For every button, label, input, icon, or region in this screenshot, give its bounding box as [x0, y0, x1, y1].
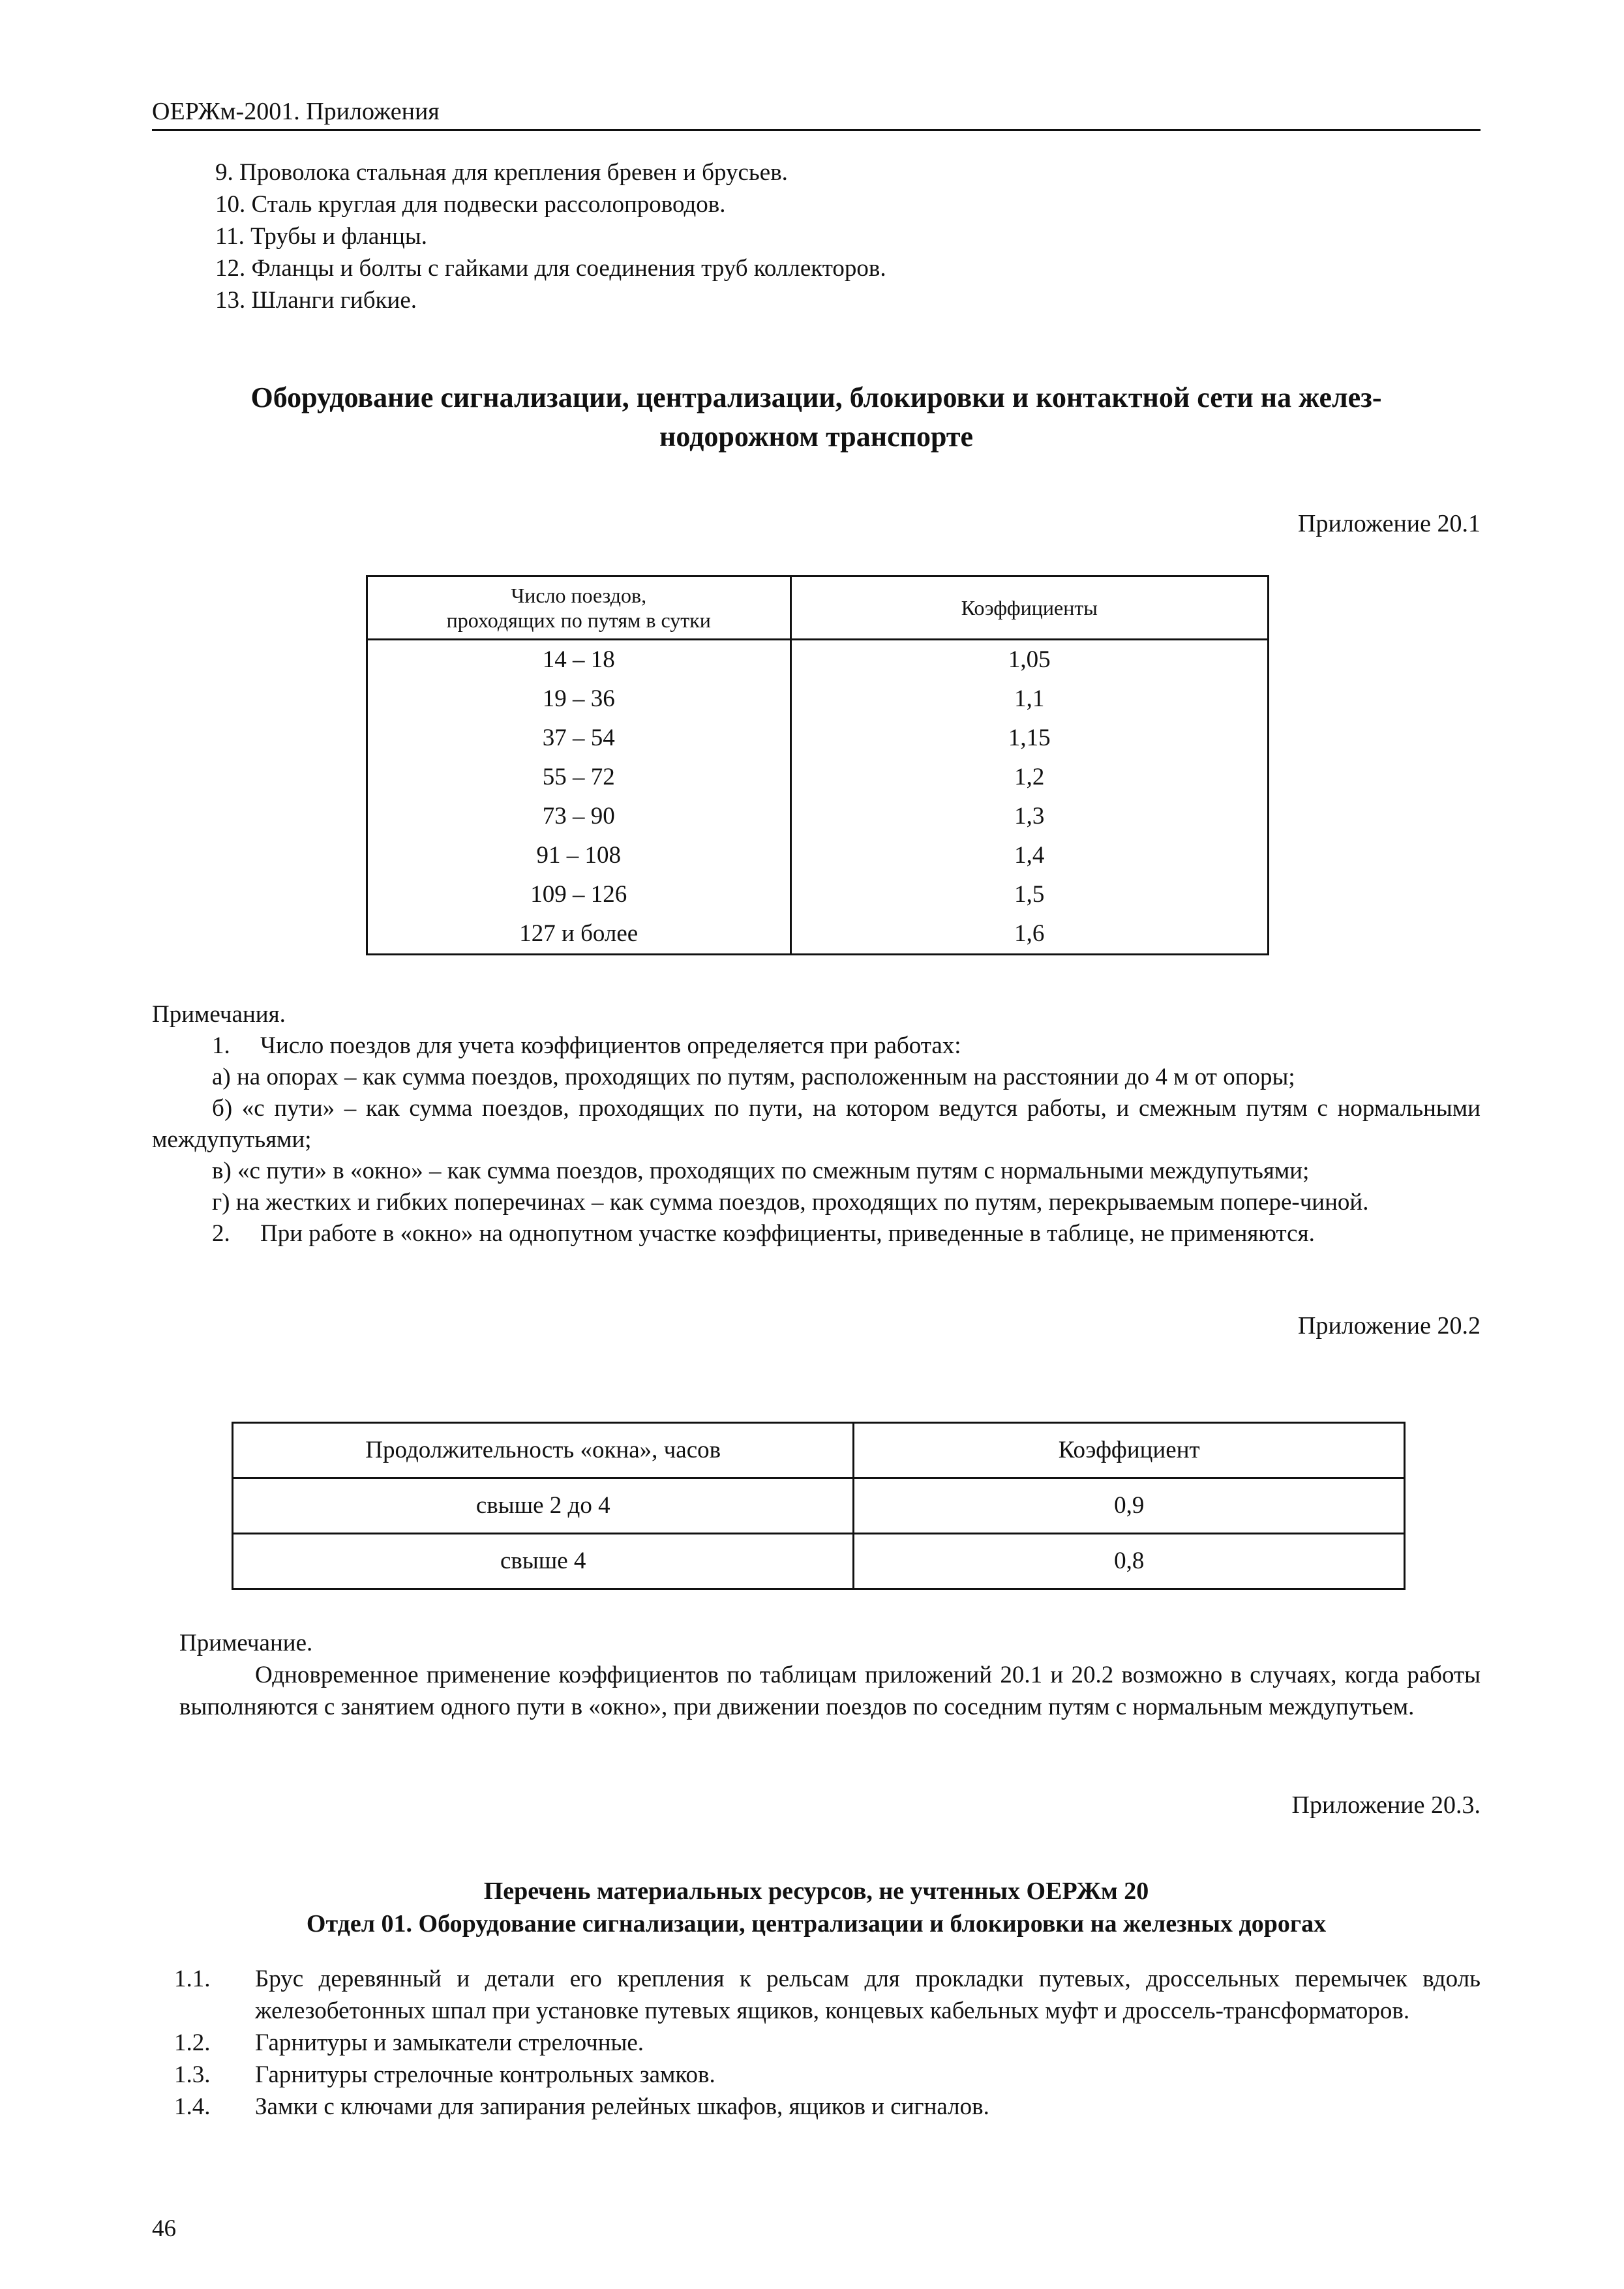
table-row: 127 и более 1,6 — [367, 914, 1269, 955]
header-coefficient: Коэффициент — [854, 1423, 1405, 1478]
table-header-row — [233, 1423, 1405, 1478]
section-title — [152, 378, 1481, 456]
materials-list-continued — [215, 157, 886, 316]
list-item: 1.4. Замки с ключами для запирания релейных шкафов, ящиков и сигналов. — [174, 2093, 989, 2120]
list-item: 12. Фланцы и болты с гайками для соединения труб коллекторов. — [215, 255, 886, 282]
coefficients-table — [366, 575, 1269, 955]
table-row: 19 – 36 1,1 — [367, 680, 1269, 719]
note-text: Одновременное применение коэффициентов по таблицам приложений 20.1 и 20.2 возможно в случаях, когда работы выполняются с занятием одного пути в «окно», при движении поездов по соседним путям с нормальным междупутьем. — [179, 1662, 1481, 1720]
note-1g: г) на жестких и гибких поперечинах – как сумма поездов, проходящих по путям, перекрываемым попере-чиной. — [212, 1189, 1369, 1216]
note-1v: в) «с пути» в «окно» – как сумма поездов, проходящих по смежным путям с нормальными междупутьями; — [212, 1158, 1310, 1184]
resources-list — [152, 1963, 1481, 2123]
section-title-line-2: нодорожном транспорте — [659, 421, 973, 453]
table-row: 55 – 72 1,2 — [367, 758, 1269, 797]
table-row: 73 – 90 1,3 — [367, 797, 1269, 836]
table-row: 14 – 18 1,05 — [367, 640, 1269, 680]
list-item: 11. Трубы и фланцы. — [215, 223, 427, 250]
section-title-line-1: Оборудование сигнализации, централизации, блокировки и контактной сети на желез- — [250, 382, 1382, 413]
notes-20-2 — [179, 1627, 1481, 1723]
list-item: 13. Шланги гибкие. — [215, 287, 417, 314]
appendix-20-1-label: Приложение 20.1 — [1298, 510, 1481, 537]
note-1a: а) на опорах – как сумма поездов, проходящих по путям, расположенным на расстоянии до 4 м от опоры; — [212, 1064, 1295, 1090]
list-item: 9. Проволока стальная для крепления бревен и брусьев. — [215, 159, 788, 186]
table-row: 109 – 126 1,5 — [367, 875, 1269, 914]
list-item: 10. Сталь круглая для подвески рассолопроводов. — [215, 191, 726, 218]
resources-list-title: Перечень материальных ресурсов, не учтенных ОЕРЖм 20 Отдел 01. Оборудование сигнализации, централизации и блокировки на железных дорогах — [306, 1878, 1327, 1937]
header-window-duration: Продолжительность «окна», часов — [233, 1423, 854, 1478]
list-item: 1.2. Гарнитуры и замыкатели стрелочные. — [174, 2029, 644, 2056]
list-item: 1.3. Гарнитуры стрелочные контрольных замков. — [174, 2061, 715, 2088]
header-trains-per-day: Число поездов, проходящих по путям в сутки — [367, 576, 791, 640]
page-number: 46 — [152, 2215, 176, 2242]
appendix-20-3-label: Приложение 20.3. — [1291, 1791, 1481, 1819]
header-coefficients: Коэффициенты — [790, 576, 1268, 640]
running-header: ОЕРЖм-2001. Приложения — [152, 97, 1481, 131]
list-item: 1.1. Брус деревянный и детали его крепления к рельсам для прокладки путевых, дроссельных перемычек вдоль железобетонных шпал при установке путевых ящиков, концевых кабельных муфт и дроссель-трансформаторов. — [174, 1966, 1481, 2024]
table-row: 91 – 108 1,4 — [367, 836, 1269, 875]
note-2: 2. При работе в «окно» на однопутном участке коэффициенты, приведенные в таблице, не применяются. — [212, 1220, 1315, 1247]
notes-title: Примечания. — [152, 1001, 286, 1028]
note-title: Примечание. — [179, 1630, 313, 1656]
table-row: 37 – 54 1,15 — [367, 719, 1269, 758]
note-1: 1. Число поездов для учета коэффициентов определяется при работах: — [212, 1032, 961, 1059]
appendix-20-2-label: Приложение 20.2 — [1298, 1312, 1481, 1339]
table-row: свыше 4 0,8 — [233, 1534, 1405, 1589]
notes-20-1 — [152, 999, 1481, 1249]
window-duration-table — [232, 1422, 1406, 1590]
table-row: свыше 2 до 4 0,9 — [233, 1478, 1405, 1534]
note-1b: б) «с пути» – как сумма поездов, проходящих по пути, на котором ведутся работы, и смежным путям с нормальными междупутьями; — [152, 1095, 1481, 1153]
